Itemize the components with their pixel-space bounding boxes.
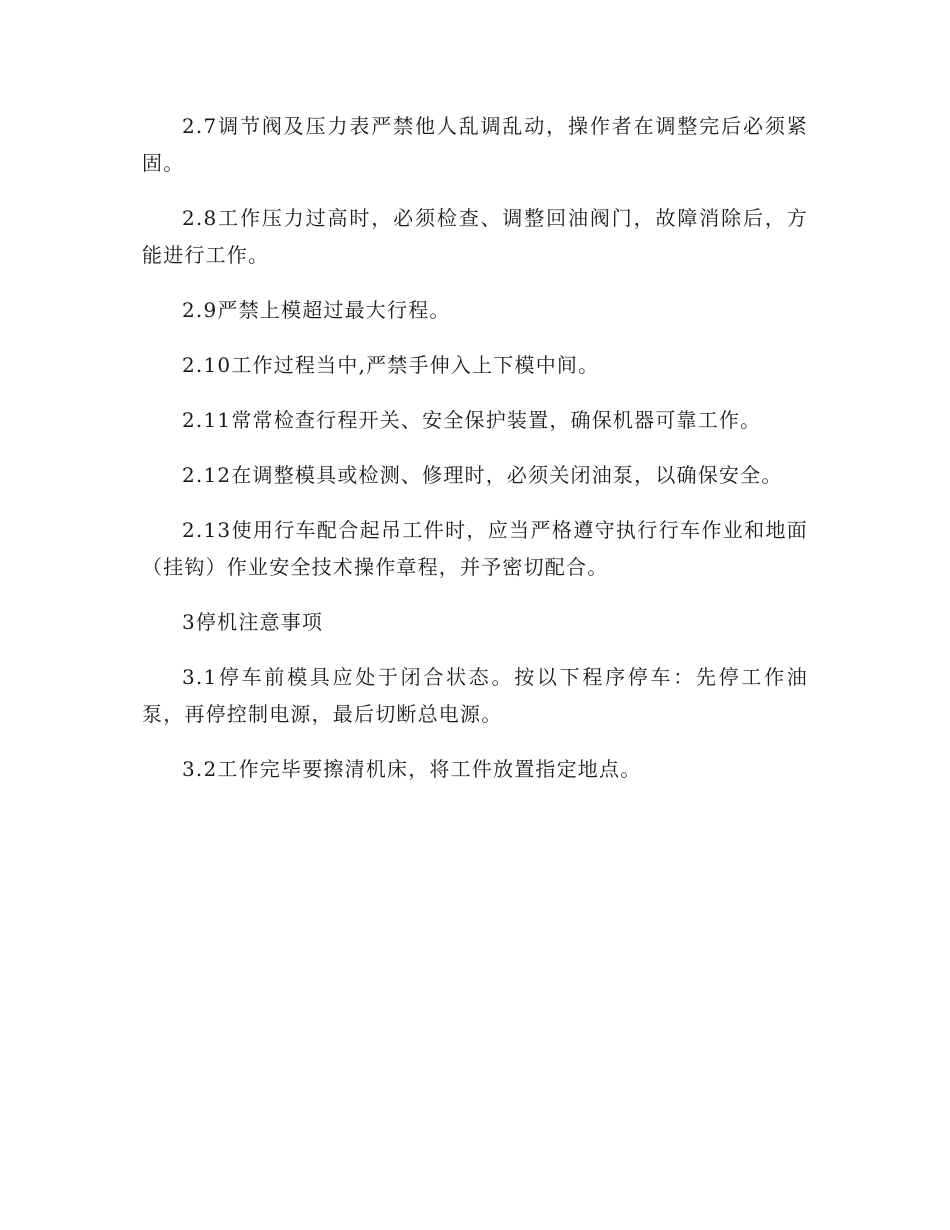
paragraph-3-1: 3.1停车前模具应处于闭合状态。按以下程序停车：先停工作油泵，再停控制电源，最后切断总电源。 <box>142 665 808 726</box>
paragraph-2-9: 2.9严禁上模超过最大行程。 <box>182 298 451 322</box>
paragraph-2-11: 2.11常常检查行程开关、安全保护装置，确保机器可靠工作。 <box>182 408 762 432</box>
paragraph-2-10: 2.10工作过程当中,严禁手伸入上下模中间。 <box>182 353 600 377</box>
paragraph-2-7: 2.7调节阀及压力表严禁他人乱调乱动，操作者在调整完后必须紧固。 <box>142 114 808 175</box>
section-heading-3: 3停机注意事项 <box>182 610 324 634</box>
paragraph-3-2: 3.2工作完毕要擦清机床，将工件放置指定地点。 <box>182 757 642 781</box>
document-body <box>142 108 808 806</box>
paragraph-2-13: 2.13使用行车配合起吊工件时，应当严格遵守执行行车作业和地面（挂钩）作业安全技术操作章程，并予密切配合。 <box>142 518 808 579</box>
paragraph-2-8: 2.8工作压力过高时，必须检查、调整回油阀门，故障消除后，方能进行工作。 <box>142 206 808 267</box>
paragraph-2-12: 2.12在调整模具或检测、修理时，必须关闭油泵，以确保安全。 <box>182 463 783 487</box>
